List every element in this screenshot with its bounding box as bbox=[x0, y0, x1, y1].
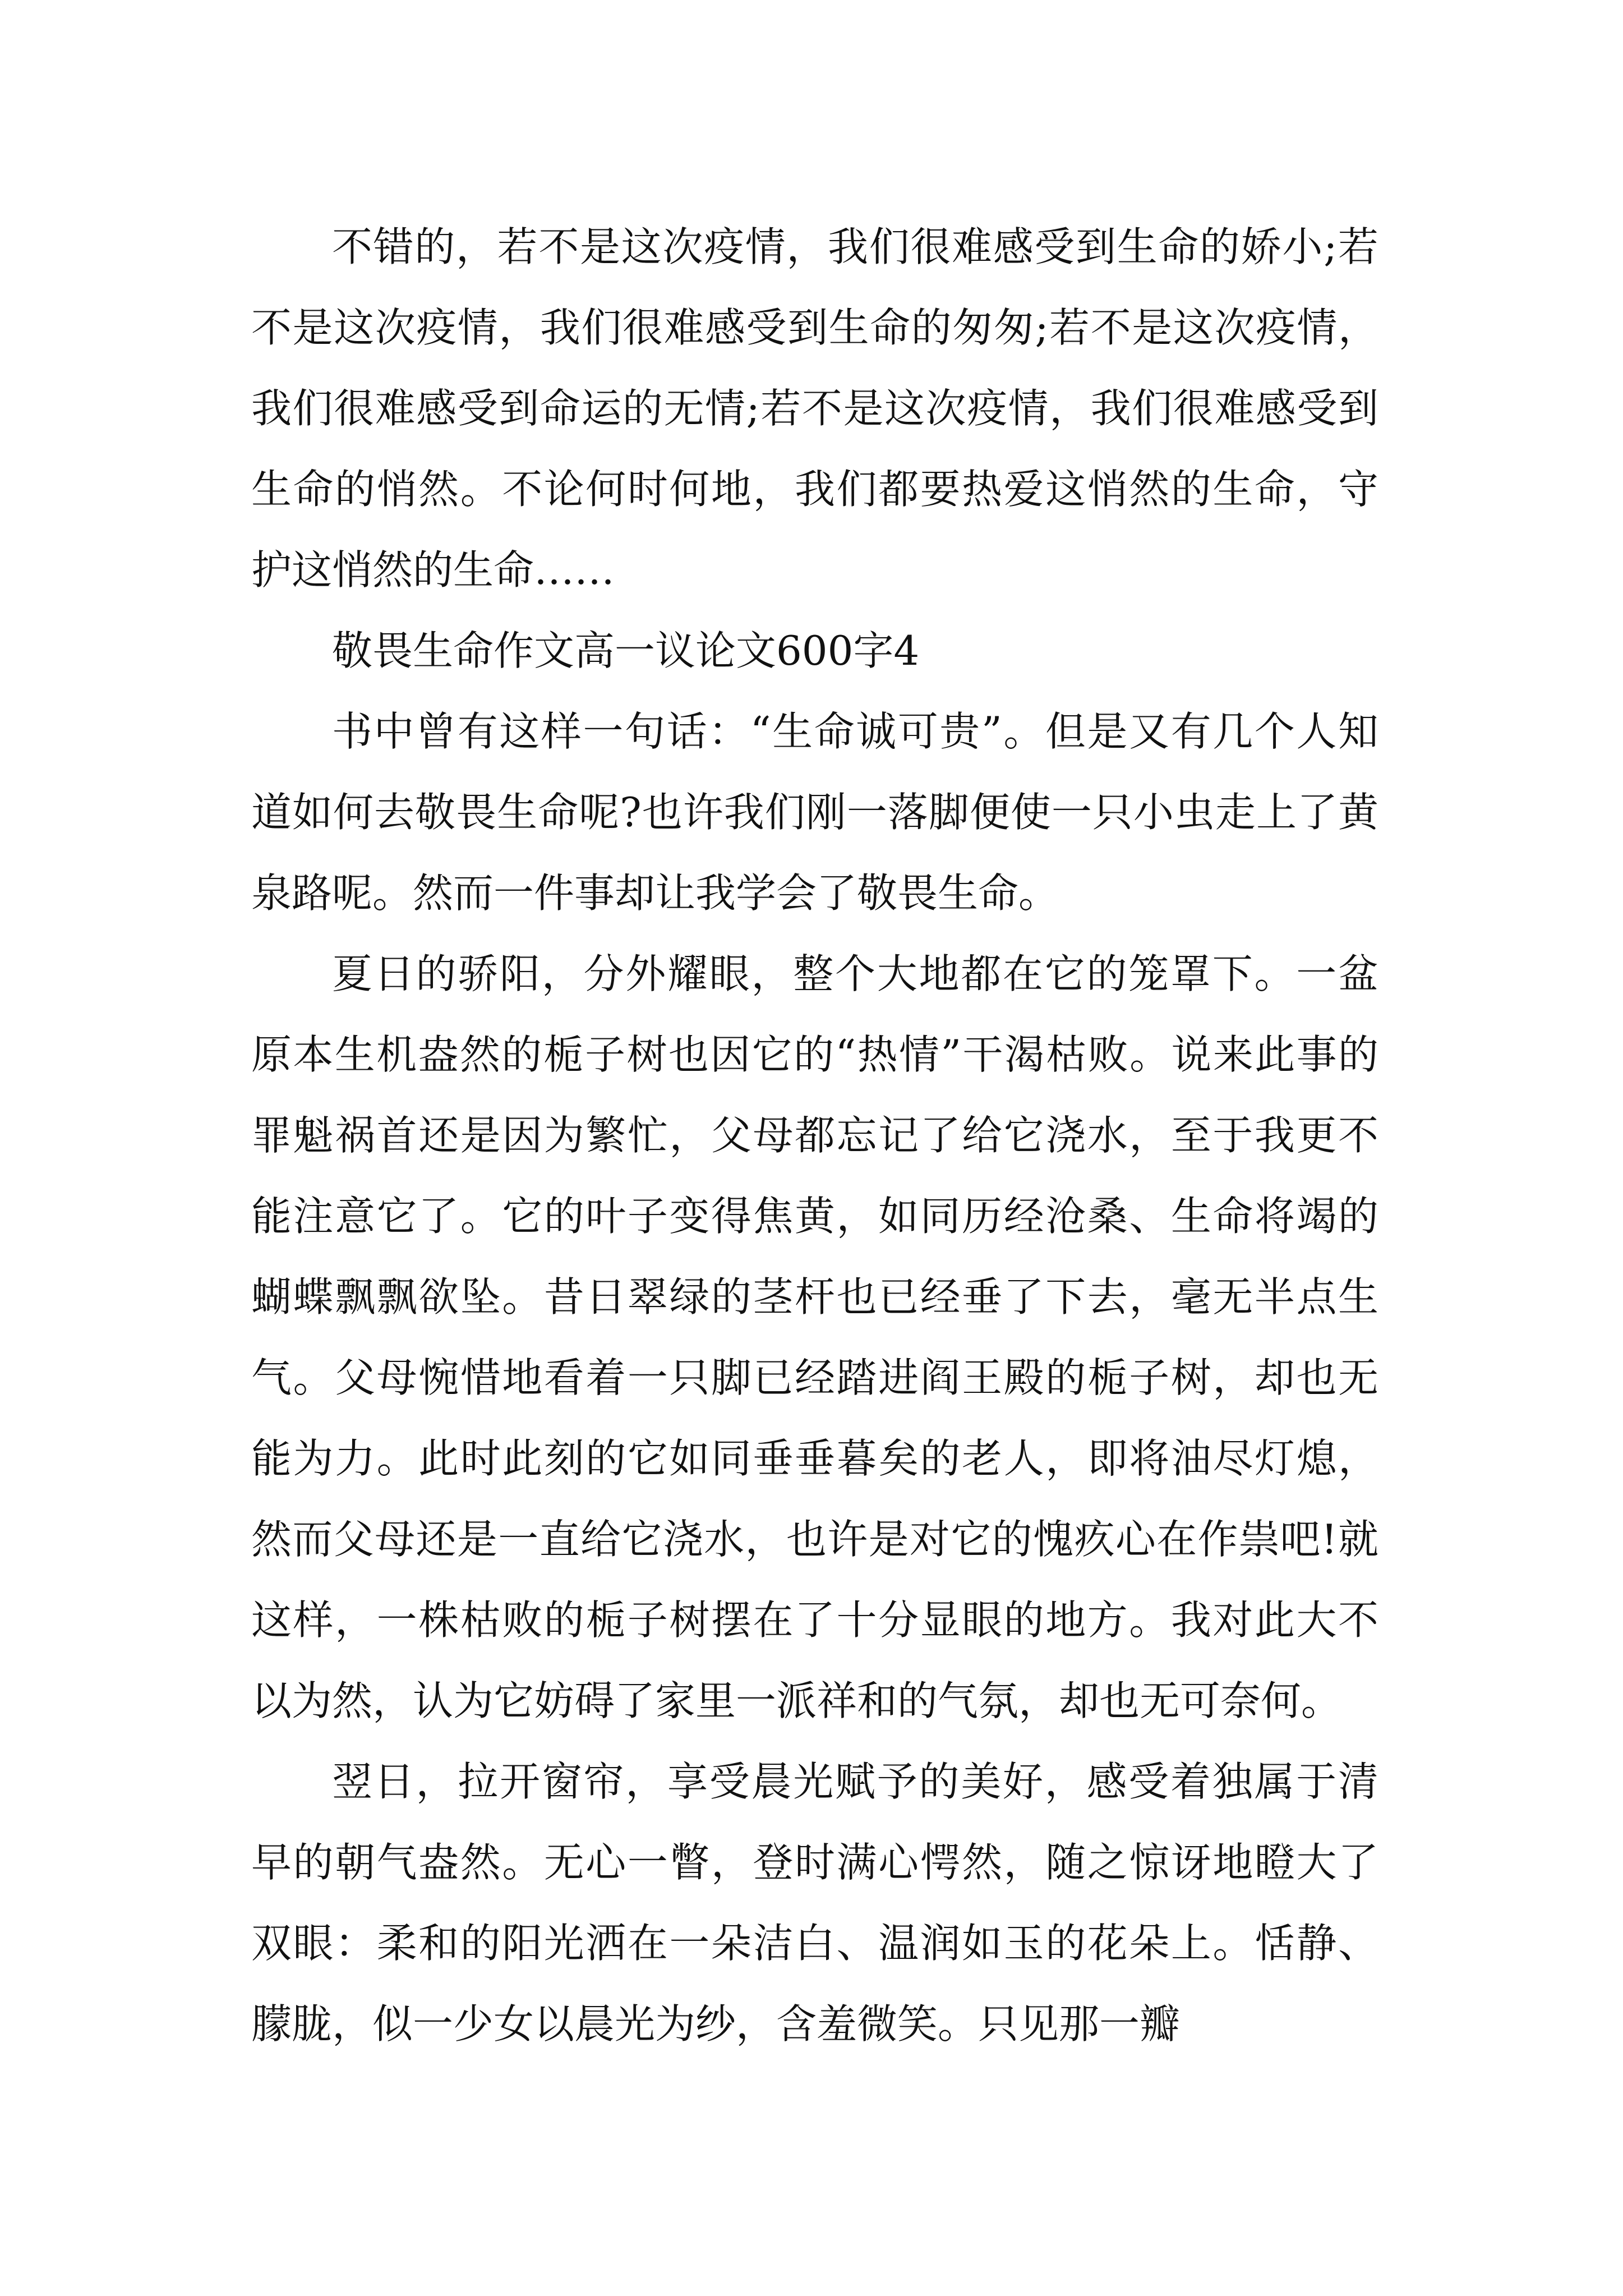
paragraph-book-quote: 书中曾有这样一句话：“生命诚可贵”。但是又有几个人知道如何去敬畏生命呢?也许我们刚一落脚便使一只小虫走上了黄泉路呢。然而一件事却让我学会了敬畏生命。 bbox=[251, 708, 1378, 917]
paragraph-morning-discovery: 翌日，拉开窗帘，享受晨光赋予的美好，感受着独属于清早的朝气盎然。无心一瞥，登时满心愕然，随之惊讶地瞪大了双眼：柔和的阳光洒在一朵洁白、温润如玉的花朵上。恬静、朦胧，似一少女以晨光为纱，含羞微笑。只见那一瓣 bbox=[251, 1758, 1378, 2047]
paragraph-gardenia-withering: 夏日的骄阳，分外耀眼，整个大地都在它的笼罩下。一盆原本生机盎然的栀子树也因它的“热情”干渴枯败。说来此事的罪魁祸首还是因为繁忙，父母都忘记了给它浇水，至于我更不能注意它了。它的叶子变得焦黄，如同历经沧桑、生命将竭的蝴蝶飘飘欲坠。昔日翠绿的茎杆也已经垂了下去，毫无半点生气。父母惋惜地看着一只脚已经踏进阎王殿的栀子树，却也无能为力。此时此刻的它如同垂垂暮矣的老人，即将油尽灯熄，然而父母还是一直给它浇水，也许是对它的愧疚心在作祟吧!就这样，一株枯败的栀子树摆在了十分显眼的地方。我对此大不以为然，认为它妨碍了家里一派祥和的气氛，却也无可奈何。 bbox=[251, 950, 1378, 1724]
essay-heading: 敬畏生命作文高一议论文600字4 bbox=[332, 627, 920, 674]
document-body bbox=[251, 206, 1378, 2064]
paragraph-epidemic-reflection: 不错的，若不是这次疫情，我们很难感受到生命的娇小;若不是这次疫情，我们很难感受到生命的匆匆;若不是这次疫情，我们很难感受到命运的无情;若不是这次疫情，我们很难感受到生命的悄然。不论何时何地，我们都要热爱这悄然的生命，守护这悄然的生命…… bbox=[251, 223, 1378, 593]
